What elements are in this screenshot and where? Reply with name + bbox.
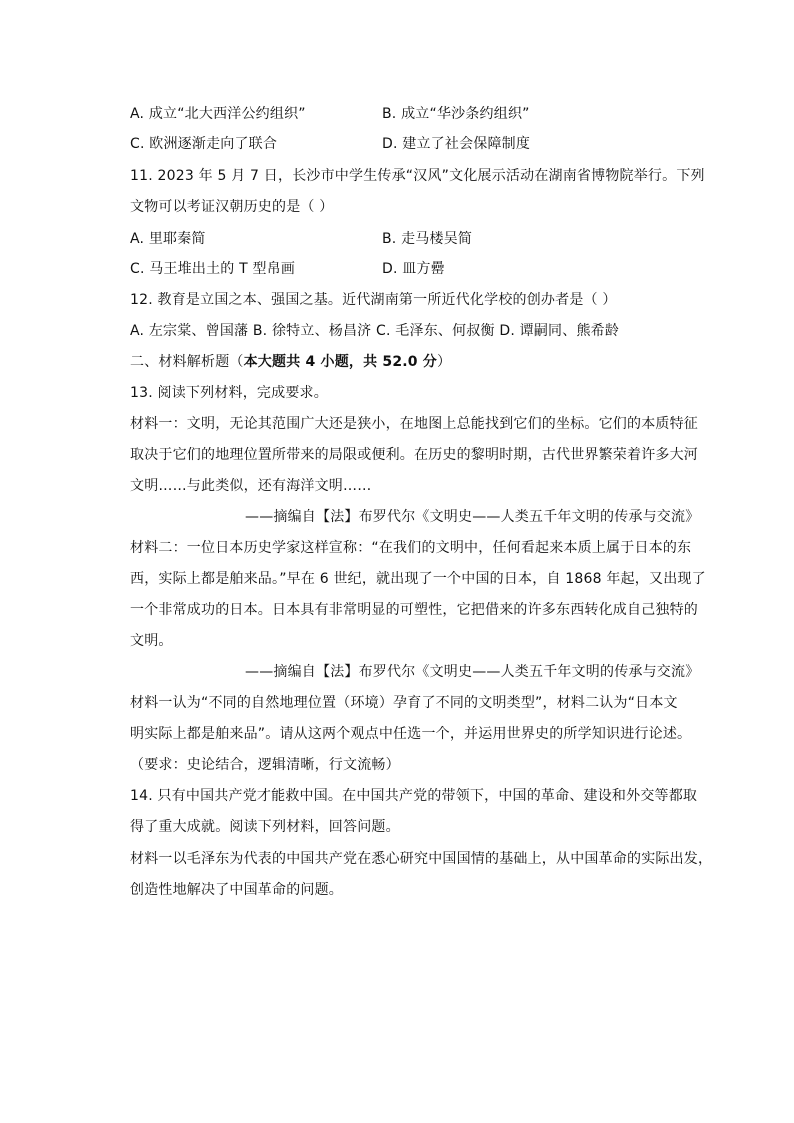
q12-stem: 12. 教育是立国之本、强国之基。近代湖南第一所近代化学校的创办者是（ ） [130,292,617,308]
q10-option-c: C. 欧洲逐渐走向了联合 [130,136,278,152]
q13-material2-line3: 一个非常成功的日本。日本具有非常明显的可塑性，它把借来的许多东西转化成自己独特的 [130,602,698,618]
q14-stem-line2: 得了重大成就。阅读下列材料，回答问题。 [130,819,400,835]
q11-stem-line1: 11. 2023 年 5 月 7 日，长沙市中学生传承“汉风”文化展示活动在湖南省博物院举行。下列 [130,168,705,184]
q10-option-d: D. 建立了社会保障制度 [382,136,531,152]
section-heading-detail: 本大题共 4 小题，共 52.0 分 [243,354,437,370]
q13-task-requirement: （要求：史论结合，逻辑清晰，行文流畅） [130,757,400,773]
q13-citation2: ——摘编自【法】布罗代尔《文明史——人类五千年文明的传承与交流》 [245,664,700,680]
q13-material2-line1: 材料二：一位日本历史学家这样宣称：“在我们的文明中，任何看起来本质上属于日本的东 [130,540,692,556]
q13-material1-line2: 取决于它们的地理位置所带来的局限或便利。在历史的黎明时期，古代世界繁荣着许多大河 [130,447,698,463]
q13-material2-line2: 西，实际上都是舶来品。”早在 6 世纪，就出现了一个中国的日本，自 1868 年起，又出现了 [130,571,706,587]
q11-option-a: A. 里耶秦简 [130,231,206,247]
section-heading-prefix: 二、材料解析题（ [130,354,244,370]
q11-option-b: B. 走马楼吴简 [382,231,473,247]
section-heading-suffix: ） [437,354,452,370]
q13-material1-line3: 文明……与此类似，还有海洋文明…… [130,478,372,494]
q14-material1-line1: 材料一以毛泽东为代表的中国共产党在悉心研究中国国情的基础上，从中国革命的实际出发， [130,851,713,867]
q11-stem-line2: 文物可以考证汉朝历史的是（ ） [130,199,334,215]
q10-option-b: B. 成立“华沙条约组织” [382,106,530,122]
q11-option-c: C. 马王堆出土的 T 型帛画 [130,261,296,277]
q13-material1-line1: 材料一：文明，无论其范围广大还是狭小，在地图上总能找到它们的坐标。它们的本质特征 [130,416,698,432]
q10-option-a: A. 成立“北大西洋公约组织” [130,106,306,122]
q13-material2-line4: 文明。 [130,633,173,649]
q14-material1-line2: 创造性地解决了中国革命的问题。 [130,882,343,898]
q13-citation1: ——摘编自【法】布罗代尔《文明史——人类五千年文明的传承与交流》 [245,509,700,525]
q13-task-line1: 材料一认为“不同的自然地理位置（环境）孕育了不同的文明类型”，材料二认为“日本文 [130,695,678,711]
q13-stem: 13. 阅读下列材料，完成要求。 [130,385,328,401]
q12-options: A. 左宗棠、曾国藩 B. 徐特立、杨昌济 C. 毛泽东、何叔衡 D. 谭嗣同、熊希龄 [130,323,620,339]
q14-stem-line1: 14. 只有中国共产党才能救中国。在中国共产党的带领下，中国的革命、建设和外交等都取 [130,788,698,804]
section-heading [130,352,451,372]
q13-task-line2: 明实际上都是舶来品”。请从这两个观点中任选一个，并运用世界史的所学知识进行论述。 [130,726,692,742]
q11-option-d: D. 皿方罍 [382,261,445,277]
